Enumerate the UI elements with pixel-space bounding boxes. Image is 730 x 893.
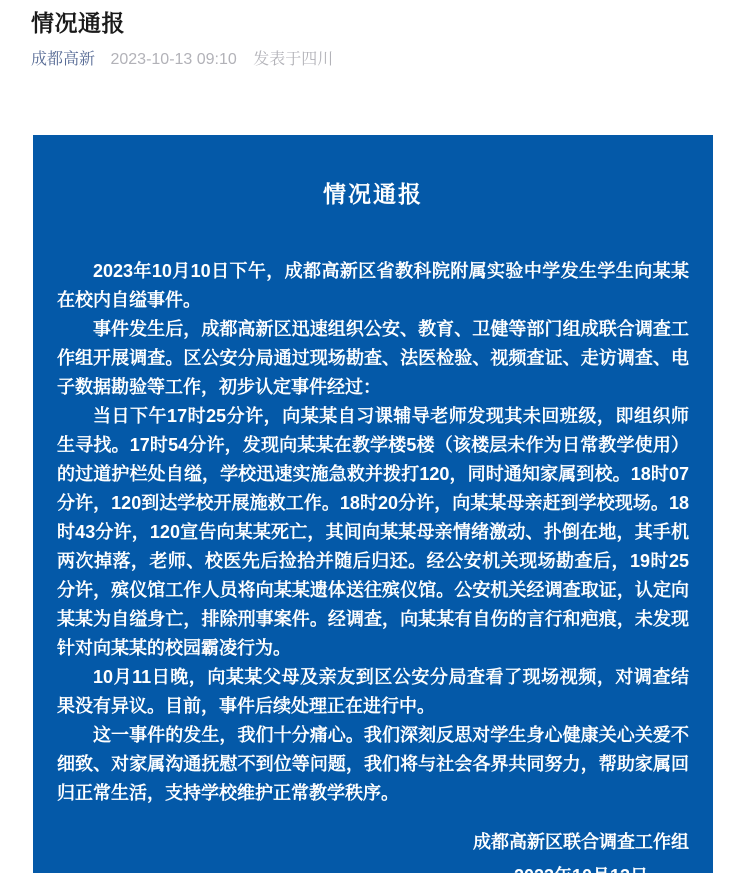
article-header [0,0,730,68]
account-name-link[interactable]: 成都高新 [31,51,96,68]
page-title: 情况通报 [31,10,125,36]
notice-paragraph-5: 这一事件的发生，我们十分痛心。我们深刻反思对学生身心健康关心关爱不细致、对家属沟通抚慰不到位等问题，我们将与社会各界共同努力，帮助家属回归正常生活，支持学校维护正常教学秩序。 [57,725,689,803]
notice-signature-inner [473,828,689,891]
notice-paragraph-1: 2023年10月10日下午，成都高新区省教科院附属实验中学发生学生向某某在校内自缢事件。 [57,261,689,310]
notice-body [57,257,689,808]
notice-paragraph-3: 当日下午17时25分许，向某某自习课辅导老师发现其未回班级，即组织师生寻找。17时54分许，发现向某某在教学楼5楼（该楼层未作为日常教学使用）的过道护栏处自缢，学校迅速实施急救并拨打120，同时通知家属到校。18时07分许，120到达学校开展施救工作。18时20分许，向某某母亲赶到学校现场。18时43分许，120宣告向某某死亡，其间向某某母亲情绪激动、扑倒在地，其手机两次掉落，老师、校医先后捡拾并随后归还。经公安机关现场勘查后，19时25分许，殡仪馆工作人员将向某某遗体送往殡仪馆。公安机关经调查取证，认定向某某为自缢身亡，排除刑事案件。经调查，向某某有自伤的言行和疤痕，未发现针对向某某的校园霸凌行为。 [57,406,689,658]
notice-paragraph-4: 10月11日晚，向某某父母及亲友到区公安分局查看了现场视频，对调查结果没有异议。目前，事件后续处理正在进行中。 [57,667,689,716]
notice-title: 情况通报 [323,181,423,207]
publish-location: 发表于四川 [253,51,334,68]
notice-blue-panel [33,135,713,886]
article-meta [31,51,710,68]
notice-paragraph-2: 事件发生后，成都高新区迅速组织公安、教育、卫健等部门组成联合调查工作组开展调查。区公安分局通过现场勘查、法医检验、视频查证、走访调查、电子数据勘验等工作，初步认定事件经过： [57,319,689,397]
publish-timestamp: 2023-10-13 09:10 [110,51,237,68]
notice-signature-block [57,828,689,891]
notice-date: 2023年10月13日 [513,866,649,886]
notice-signature: 成都高新区联合调查工作组 [473,832,689,852]
